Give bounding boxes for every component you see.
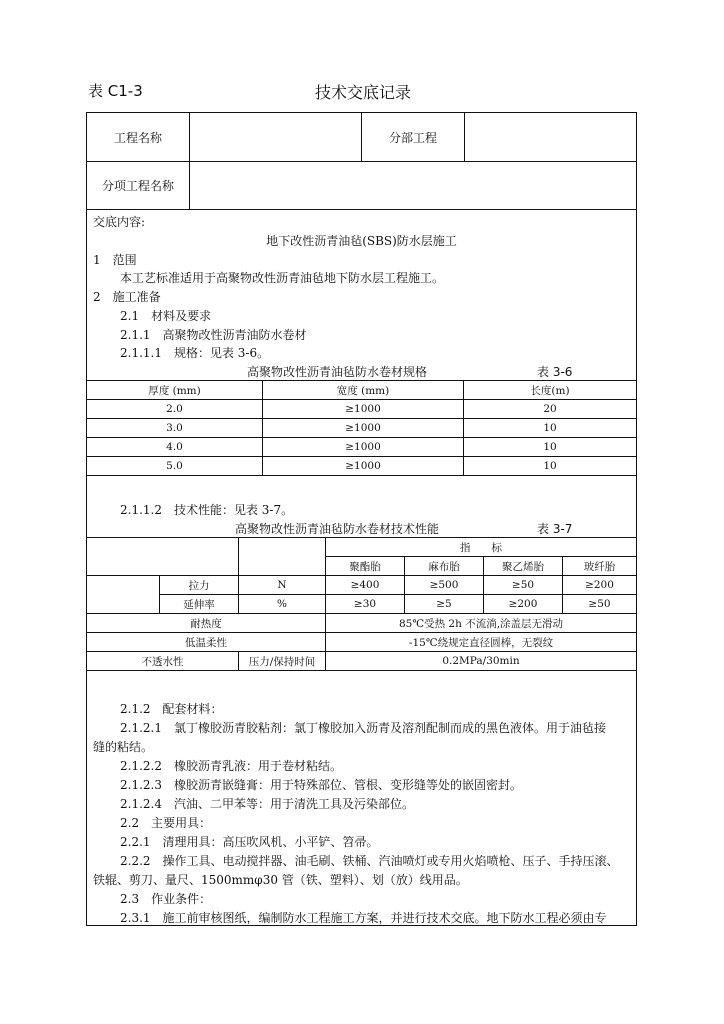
table-row — [87, 633, 636, 652]
table-cell: ≥500 — [405, 576, 484, 595]
section-1-heading: 1 范围 — [93, 253, 137, 267]
table-cell: 85℃受热 2h 不流淌,涂盖层无滑动 — [326, 614, 637, 633]
table-3-6-caption: 高聚物改性沥青油毡防水卷材规格 — [247, 365, 428, 379]
table-cell: ≥200 — [484, 595, 563, 614]
table-cell: 4.0 — [87, 438, 263, 457]
section-2-3-1: 2.3.1 施工前审核图纸，编制防水工程施工方案，并进行技术交底。地下防水工程必须由专 — [120, 911, 607, 925]
header-row-project — [87, 113, 636, 162]
table-cell: ≥200 — [563, 576, 637, 595]
section-2-2-2-cont: 铁辊、剪刀、量尺、1500mmφ30 管（铁、塑料）、划（放）线用品。 — [93, 873, 468, 887]
form-code: 表 C1-3 — [88, 82, 143, 100]
table-row — [87, 419, 636, 438]
section-2-1-2-2: 2.1.2.2 橡胶沥青乳液：用于卷材粘结。 — [120, 759, 342, 773]
table-cell: ≥5 — [405, 595, 484, 614]
table-row — [87, 381, 636, 400]
table-unit-header — [239, 538, 326, 576]
section-2-heading: 2 施工准备 — [93, 290, 161, 304]
table-cell: ≥50 — [484, 576, 563, 595]
row-label: 不透水性 — [87, 652, 239, 671]
base-header: 玻纤胎 — [563, 557, 637, 576]
row-label: 延伸率 — [160, 595, 239, 614]
table-header-cell: 宽度 (mm) — [263, 381, 464, 400]
section-2-1-1-1: 2.1.1.1 规格：见表 3-6。 — [120, 346, 270, 360]
base-header: 聚乙烯胎 — [484, 557, 563, 576]
subproject-name-label: 分项工程名称 — [87, 162, 190, 209]
section-2-2-2: 2.2.2 操作工具、电动搅拌器、油毛刷、铁桶、汽油喷灯或专用火焰喷枪、压子、手持压滚、 — [120, 854, 619, 868]
table-3-6 — [87, 380, 636, 476]
section-2-3: 2.3 作业条件： — [120, 892, 212, 906]
section-2-1-2-1: 2.1.2.1 氯丁橡胶沥青胶粘剂：氯丁橡胶加入沥青及溶剂配制而成的黑色液体。用于油毡接 — [120, 721, 606, 735]
table-row — [87, 652, 636, 671]
section-2-2: 2.2 主要用具： — [120, 816, 212, 830]
table-cell: 10 — [464, 419, 637, 438]
unit-cell: 压力/保持时间 — [239, 652, 326, 671]
row-label: 耐热度 — [87, 614, 326, 633]
table-header-cell: 长度(m) — [464, 381, 637, 400]
table-row — [87, 457, 636, 476]
section-2-1-2-4: 2.1.2.4 汽油、二甲苯等：用于清洗工具及污染部位。 — [120, 797, 414, 811]
division-label: 分部工程 — [362, 113, 465, 161]
unit-cell: % — [239, 595, 326, 614]
table-cell: 0.2MPa/30min — [326, 652, 637, 671]
form-frame — [86, 112, 637, 926]
table-row — [87, 595, 636, 614]
table-cell: 10 — [464, 438, 637, 457]
section-2-1-1-2: 2.1.1.2 技术性能：见表 3-7。 — [120, 503, 294, 517]
subproject-name-field[interactable] — [190, 162, 636, 209]
table-3-7-caption: 高聚物改性沥青油毡防水卷材技术性能 — [235, 522, 440, 536]
disclosure-label: 交底内容: — [93, 215, 146, 229]
table-cell: 2.0 — [87, 400, 263, 419]
table-cell: ≥50 — [563, 595, 637, 614]
table-row — [87, 400, 636, 419]
indicator-header: 指 标 — [326, 538, 637, 557]
section-2-1: 2.1 材料及要求 — [120, 309, 212, 323]
division-field[interactable] — [465, 113, 636, 161]
section-2-1-2-3: 2.1.2.3 橡胶沥青嵌缝膏：用于特殊部位、管根、变形缝等处的嵌固密封。 — [120, 778, 522, 792]
table-row — [87, 538, 636, 557]
table-cell: 3.0 — [87, 419, 263, 438]
document-title: 技术交底记录 — [314, 83, 411, 102]
project-name-label: 工程名称 — [87, 113, 190, 161]
base-header: 聚酯胎 — [326, 557, 405, 576]
table-cell — [87, 576, 160, 614]
section-2-1-2: 2.1.2 配套材料： — [120, 702, 223, 716]
table-cell: 5.0 — [87, 457, 263, 476]
table-cell: 20 — [464, 400, 637, 419]
base-header: 麻布胎 — [405, 557, 484, 576]
table-3-7 — [87, 537, 636, 671]
table-header-cell: 厚度 (mm) — [87, 381, 263, 400]
table-cell: ≥1000 — [263, 438, 464, 457]
document-header — [88, 80, 638, 104]
section-2-1-1: 2.1.1 高聚物改性沥青油防水卷材 — [120, 328, 307, 342]
table-cell: -15℃绕规定直径圆棒，无裂纹 — [326, 633, 637, 652]
subject-heading: 地下改性沥青油毡(SBS)防水层施工 — [266, 234, 457, 248]
table-row — [87, 614, 636, 633]
section-1-text: 本工艺标准适用于高聚物改性沥青油毡地下防水层工程施工。 — [120, 271, 445, 285]
table-row — [87, 438, 636, 457]
table-cell: ≥400 — [326, 576, 405, 595]
section-2-2-1: 2.2.1 清理用具：高压吹风机、小平铲、笤帚。 — [120, 835, 379, 849]
table-cell: ≥1000 — [263, 419, 464, 438]
header-row-subproject — [87, 162, 636, 210]
project-name-field[interactable] — [190, 113, 362, 161]
section-2-1-2-1-cont: 缝的粘结。 — [93, 740, 154, 754]
row-label: 低温柔性 — [87, 633, 326, 652]
table-cell: ≥1000 — [263, 400, 464, 419]
table-cell: ≥1000 — [263, 457, 464, 476]
table-corner-cell — [87, 538, 239, 576]
unit-cell: N — [239, 576, 326, 595]
table-3-6-number: 表 3-6 — [537, 365, 573, 379]
table-row — [87, 576, 636, 595]
row-label: 拉力 — [160, 576, 239, 595]
table-cell: 10 — [464, 457, 637, 476]
table-cell: ≥30 — [326, 595, 405, 614]
table-3-7-number: 表 3-7 — [537, 522, 573, 536]
